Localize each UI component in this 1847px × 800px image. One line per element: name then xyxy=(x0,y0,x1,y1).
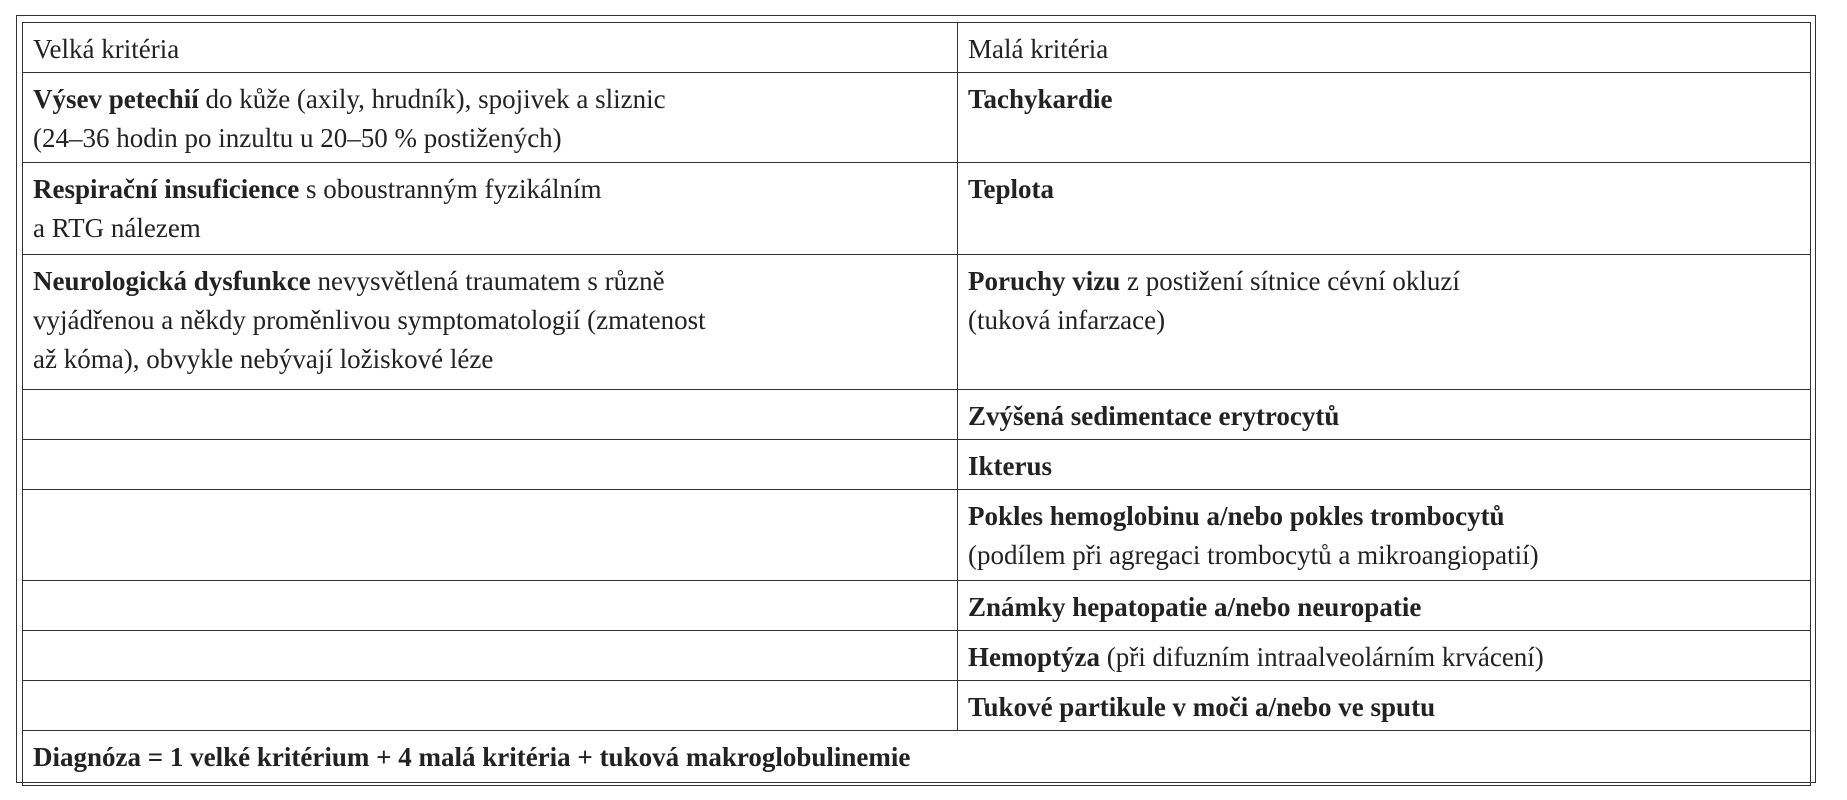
minor-criterion-cell xyxy=(958,390,1811,440)
major-criterion-cell-empty xyxy=(23,440,958,490)
major-criterion-text: až kóma), obvykle nebývají ložiskové léze xyxy=(33,344,494,374)
criteria-table xyxy=(22,22,1811,786)
minor-criterion-term: Pokles hemoglobinu a/nebo pokles trombocytů xyxy=(968,501,1505,531)
major-criterion-text: do kůže (axily, hrudník), spojivek a sliznic xyxy=(198,84,666,114)
minor-criterion-term: Poruchy vizu xyxy=(968,266,1121,296)
major-criterion-cell xyxy=(23,163,958,255)
table-row xyxy=(23,581,1811,631)
major-criterion-text: s oboustranným fyzikálním xyxy=(299,174,602,204)
header-major-criteria: Velká kritéria xyxy=(23,23,958,73)
major-criterion-cell-empty xyxy=(23,631,958,681)
minor-criterion-cell xyxy=(958,490,1811,581)
minor-criterion-cell xyxy=(958,631,1811,681)
diagnosis-formula: Diagnóza = 1 velké kritérium + 4 malá kritéria + tuková makroglobulinemie xyxy=(23,731,1811,786)
table-row xyxy=(23,390,1811,440)
major-criterion-term: Výsev petechií xyxy=(33,84,199,114)
table-row xyxy=(23,163,1811,255)
major-criterion-term: Respirační insuficience xyxy=(33,174,300,204)
major-criterion-cell-empty xyxy=(23,581,958,631)
major-criterion-term: Neurologická dysfunkce xyxy=(33,266,311,296)
table-header-row xyxy=(23,23,1811,73)
minor-criterion-term: Teplota xyxy=(968,174,1055,204)
minor-criterion-text: (tuková infarzace) xyxy=(968,305,1166,335)
minor-criterion-term: Ikterus xyxy=(968,451,1053,481)
major-criterion-cell-empty xyxy=(23,490,958,581)
major-criterion-cell-empty xyxy=(23,390,958,440)
minor-criterion-term: Hemoptýza xyxy=(968,642,1100,672)
major-criterion-text: (24–36 hodin po inzultu u 20–50 % postižených) xyxy=(33,123,562,153)
major-criterion-text: nevysvětlená traumatem s různě xyxy=(310,266,665,296)
minor-criterion-term: Známky hepatopatie a/nebo neuropatie xyxy=(968,592,1422,622)
table-footer-row xyxy=(23,731,1811,786)
minor-criterion-cell xyxy=(958,440,1811,490)
major-criterion-cell xyxy=(23,73,958,163)
table-row xyxy=(23,440,1811,490)
header-minor-criteria: Malá kritéria xyxy=(958,23,1811,73)
minor-criterion-text: (při difuzním intraalveolárním krvácení) xyxy=(1099,642,1544,672)
minor-criterion-term: Zvýšená sedimentace erytrocytů xyxy=(968,401,1340,431)
minor-criterion-term: Tukové partikule v moči a/nebo ve sputu xyxy=(968,692,1436,722)
table-row xyxy=(23,681,1811,731)
minor-criterion-text: z postižení sítnice cévní okluzí xyxy=(1120,266,1460,296)
minor-criterion-cell xyxy=(958,255,1811,390)
minor-criterion-cell xyxy=(958,581,1811,631)
major-criterion-text: vyjádřenou a někdy proměnlivou symptomatologií (zmatenost xyxy=(33,305,706,335)
minor-criterion-cell xyxy=(958,163,1811,255)
minor-criterion-text: (podílem při agregaci trombocytů a mikroangiopatií) xyxy=(968,540,1539,570)
minor-criterion-cell xyxy=(958,681,1811,731)
minor-criterion-cell xyxy=(958,73,1811,163)
minor-criterion-term: Tachykardie xyxy=(968,84,1113,114)
table-row xyxy=(23,490,1811,581)
major-criterion-cell xyxy=(23,255,958,390)
major-criterion-cell-empty xyxy=(23,681,958,731)
table-row xyxy=(23,73,1811,163)
table-row xyxy=(23,255,1811,390)
table-row xyxy=(23,631,1811,681)
major-criterion-text: a RTG nálezem xyxy=(33,213,201,243)
